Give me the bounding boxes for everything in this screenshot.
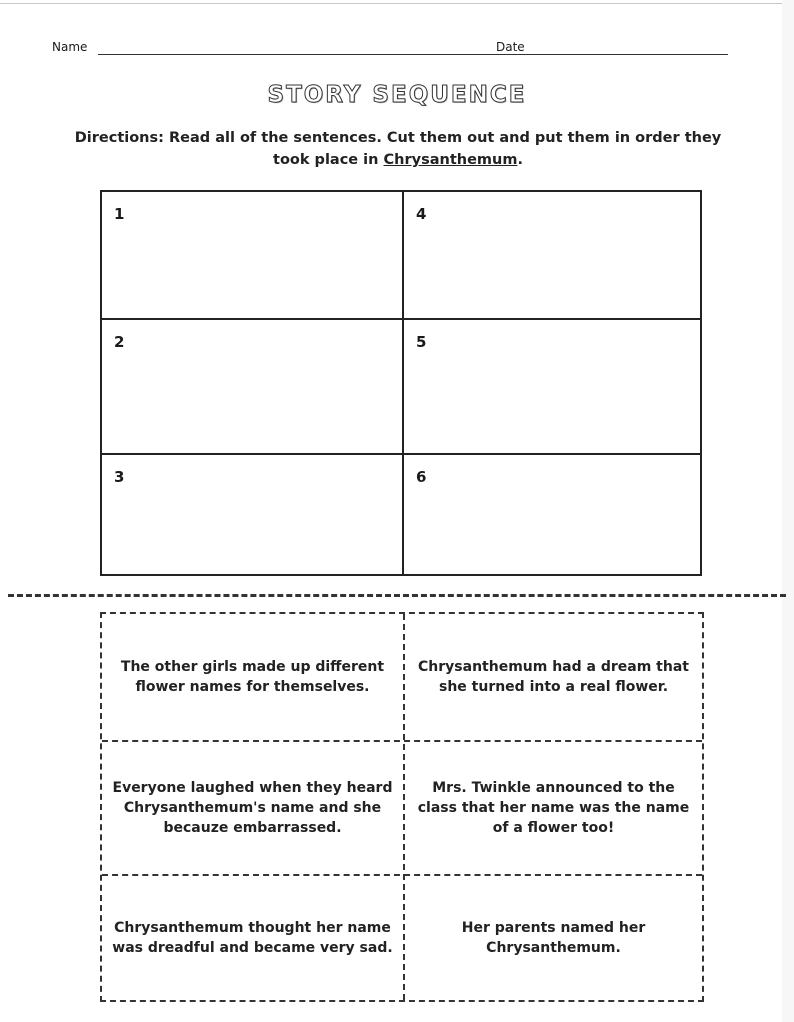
- page-edge-shade: [782, 0, 794, 1022]
- sequence-box-2[interactable]: [102, 320, 402, 453]
- sequence-number: 5: [416, 333, 427, 351]
- sequence-box-4[interactable]: [404, 192, 700, 318]
- top-border: [0, 3, 794, 4]
- directions: [60, 127, 736, 171]
- sequence-box-5[interactable]: [404, 320, 700, 453]
- sequence-number: 6: [416, 468, 427, 486]
- worksheet-title: STORY SEQUENCE: [267, 82, 527, 108]
- sentence-card[interactable]: Chrysanthemum had a dream that she turned into a real flower.: [418, 659, 689, 695]
- book-title: Chrysanthemum: [383, 152, 518, 168]
- sentence-card[interactable]: The other girls made up different flower names for themselves.: [120, 659, 385, 695]
- sentence-card[interactable]: Mrs. Twinkle announced to the class that her name was the name of a flower too!: [417, 780, 690, 836]
- sequence-number: 3: [114, 468, 125, 486]
- sequence-number: 1: [114, 205, 125, 223]
- sequence-number: 2: [114, 333, 125, 351]
- name-label: Name: [52, 40, 88, 54]
- sentence-card[interactable]: Everyone laughed when they heard Chrysanthemum's name and she becauze embarrassed.: [112, 780, 393, 836]
- sequence-number: 4: [416, 205, 427, 223]
- name-blank-line[interactable]: [98, 54, 538, 55]
- date-blank-line[interactable]: [534, 54, 728, 55]
- sequence-box-6[interactable]: [404, 455, 700, 574]
- directions-text: Directions: Read all of the sentences. Cut them out and put them in order they took place in: [74, 130, 722, 168]
- sentence-card[interactable]: Her parents named her Chrysanthemum.: [461, 920, 646, 956]
- sentence-cards: [100, 612, 704, 1002]
- sentence-card[interactable]: Chrysanthemum thought her name was dreadful and became very sad.: [112, 920, 393, 956]
- directions-end: .: [517, 152, 523, 168]
- date-label: Date: [496, 40, 525, 54]
- sequence-box-3[interactable]: [102, 455, 402, 574]
- cut-line: [8, 594, 786, 597]
- name-date-row: [52, 38, 732, 58]
- sequence-box-1[interactable]: [102, 192, 402, 318]
- sequence-grid: [100, 190, 702, 576]
